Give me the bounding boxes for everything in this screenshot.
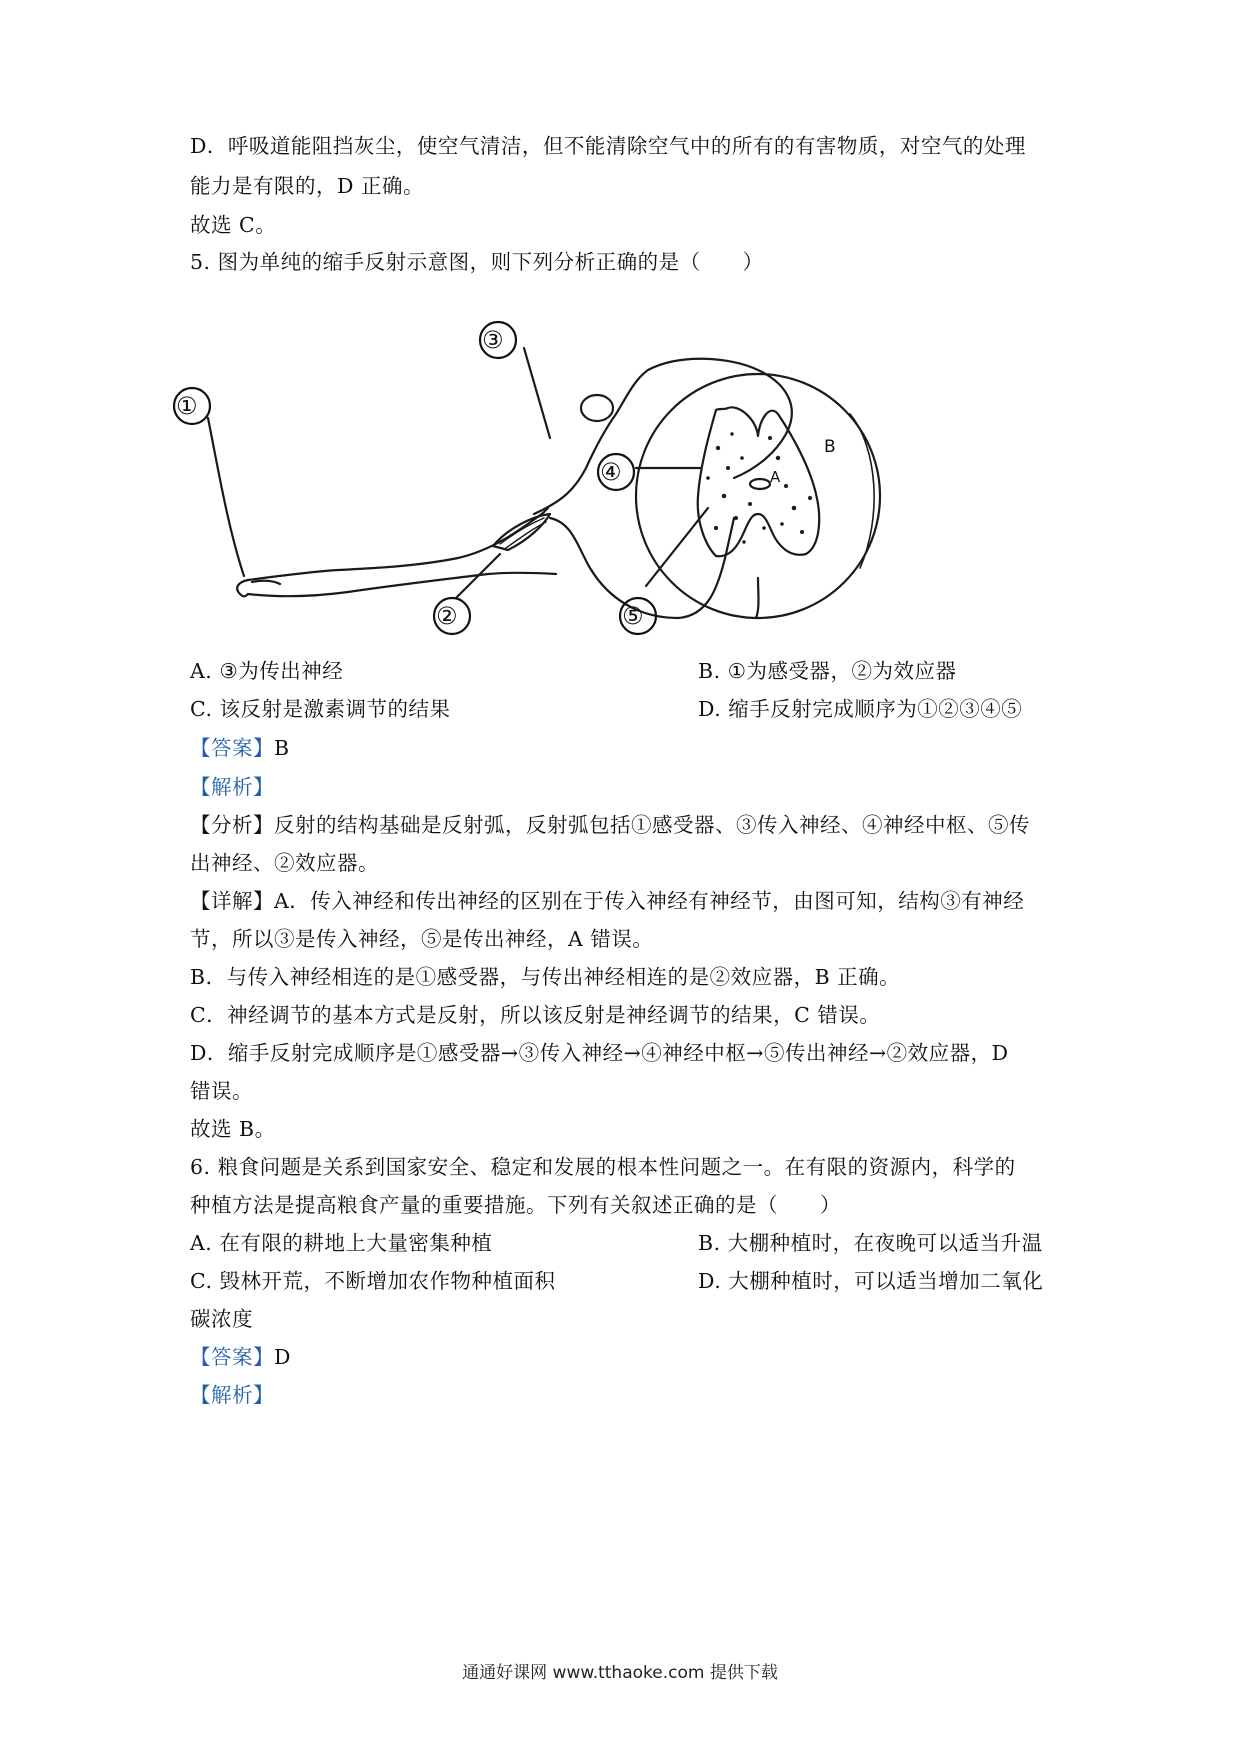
- q6-option-d-cont: 碳浓度: [190, 1307, 253, 1331]
- fenxi-text: 反射的结构基础是反射弧，反射弧包括①感受器、③传入神经、④神经中枢、⑤传: [274, 813, 1030, 837]
- q5-option-b: B. ①为感受器，②为效应器: [698, 659, 957, 683]
- label-2: ②: [436, 602, 458, 630]
- q5-jiexi: [190, 772, 274, 802]
- q6-option-a: A. 在有限的耕地上大量密集种植: [190, 1231, 493, 1255]
- q6-answer: [190, 1342, 291, 1372]
- q6-stem-line2: 种植方法是提高粮食产量的重要措施。下列有关叙述正确的是（ ）: [190, 1193, 841, 1217]
- q6-option-d: D. 大棚种植时，可以适当增加二氧化: [698, 1269, 1044, 1293]
- q5-detail-c: C．神经调节的基本方式是反射，所以该反射是神经调节的结果，C 错误。: [190, 1003, 881, 1027]
- q6-stem-line1: 6. 粮食问题是关系到国家安全、稳定和发展的根本性问题之一。在有限的资源内，科学的: [190, 1155, 1016, 1179]
- xiangjie-tag: 【详解】: [190, 889, 274, 913]
- q5-choice: 故选 B。: [190, 1117, 276, 1141]
- q6-option-c: C. 毁林开荒，不断增加农作物种植面积: [190, 1269, 556, 1293]
- q5-option-a: A. ③为传出神经: [190, 659, 344, 683]
- label-a: A: [770, 468, 781, 486]
- page-footer: 通通好课网 www.tthaoke.com 提供下载: [462, 1663, 778, 1683]
- q5-xiangjie-line1: [190, 886, 1024, 916]
- label-1: ①: [176, 392, 198, 420]
- label-3: ③: [482, 326, 504, 354]
- q5-answer: [190, 733, 290, 763]
- answer-value: D: [274, 1345, 291, 1369]
- q5-detail-b: B．与传入神经相连的是①感受器，与传出神经相连的是②效应器，B 正确。: [190, 965, 901, 989]
- label-b: B: [824, 437, 836, 457]
- label-1-leader: [208, 418, 244, 576]
- q5-option-d: D. 缩手反射完成顺序为①②③④⑤: [698, 697, 1023, 721]
- prev-option-d-line2: 能力是有限的，D 正确。: [190, 174, 424, 198]
- afferent-nerve: [534, 359, 792, 514]
- hand-outline: [237, 580, 248, 596]
- q5-detail-d-line1: D．缩手反射完成顺序是①感受器→③传入神经→④神经中枢→⑤传出神经→②效应器，D: [190, 1041, 1009, 1065]
- label-4: ④: [600, 458, 622, 486]
- jiexi-tag: 【解析】: [190, 1383, 274, 1407]
- q5-detail-d-line2: 错误。: [190, 1079, 253, 1103]
- q5-fenxi-line1: [190, 810, 1030, 840]
- arm-lower-outline: [248, 573, 556, 596]
- arm-upper-outline: [248, 508, 548, 580]
- q5-fenxi-line2: 出神经、②效应器。: [190, 851, 379, 875]
- q6-jiexi: [190, 1380, 274, 1410]
- q5-option-c: C. 该反射是激素调节的结果: [190, 697, 451, 721]
- prev-option-d-line1: D．呼吸道能阻挡灰尘，使空气清洁，但不能清除空气中的所有的有害物质，对空气的处理: [190, 134, 1026, 158]
- answer-tag: 【答案】: [190, 736, 274, 760]
- q5-stem: 5. 图为单纯的缩手反射示意图，则下列分析正确的是（ ）: [190, 250, 764, 274]
- fenxi-tag: 【分析】: [190, 813, 274, 837]
- label-5-leader: [646, 508, 708, 586]
- q6-option-b: B. 大棚种植时，在夜晚可以适当升温: [698, 1231, 1043, 1255]
- q5-xiangjie-line2: 节，所以③是传入神经，⑤是传出神经，A 错误。: [190, 927, 654, 951]
- ganglion: [581, 395, 613, 421]
- answer-tag: 【答案】: [190, 1345, 274, 1369]
- prev-choice: 故选 C。: [190, 213, 277, 237]
- jiexi-tag: 【解析】: [190, 775, 274, 799]
- label-3-leader: [524, 348, 550, 438]
- gray-matter: [698, 407, 819, 556]
- label-5: ⑤: [622, 602, 644, 630]
- answer-value: B: [274, 736, 290, 760]
- xiangjie-text: A．传入神经和传出神经的区别在于传入神经有神经节，由图可知，结构③有神经: [274, 889, 1025, 913]
